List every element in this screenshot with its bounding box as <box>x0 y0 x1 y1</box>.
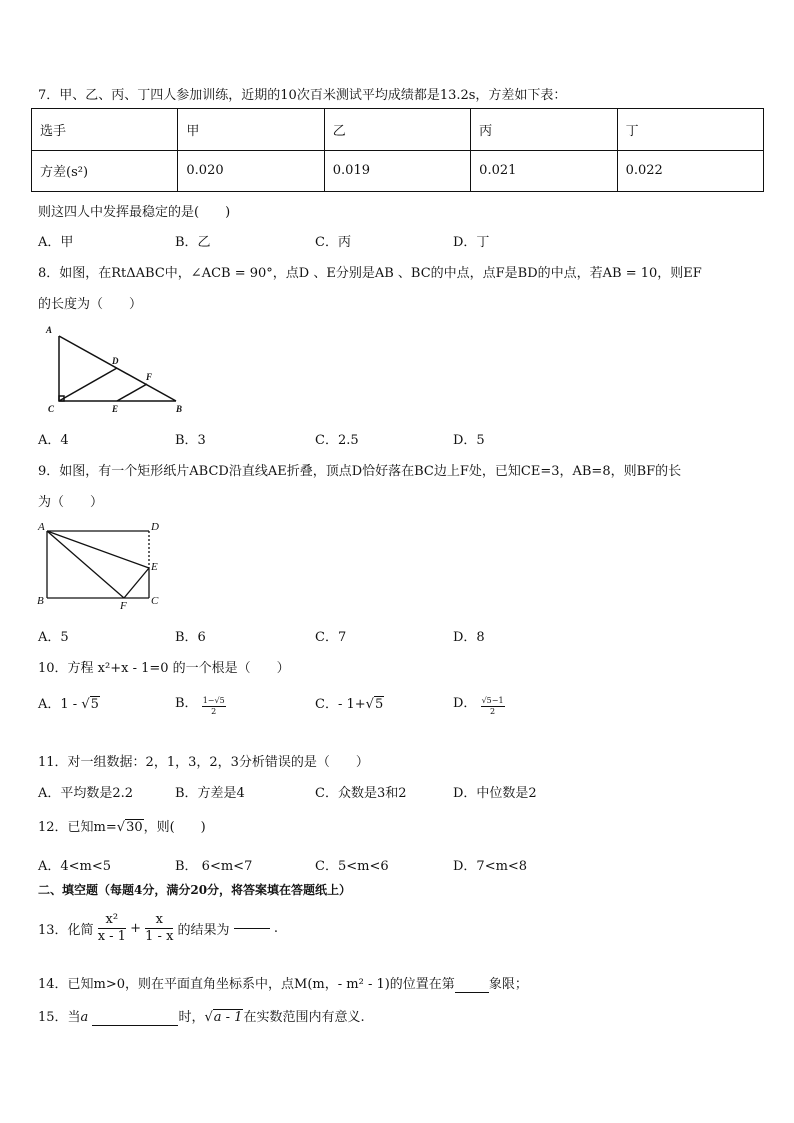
fraction-numerator: √5−1 <box>481 696 504 705</box>
fraction-denominator: 2 <box>211 707 217 716</box>
q13-line <box>38 912 278 945</box>
table-cell: 0.022 <box>617 150 763 192</box>
q10-option-b-fraction <box>202 696 226 717</box>
fraction-numerator: 1−√5 <box>202 696 225 705</box>
q14-suffix: 象限； <box>488 977 528 992</box>
q11-option-a[interactable]: A．平均数是2.2 <box>38 786 134 801</box>
q15-suffix: 在实数范围内有意义. <box>243 1010 365 1025</box>
plus-sign: + <box>130 921 141 936</box>
answer-blank[interactable] <box>234 928 270 929</box>
q11-option-d[interactable]: D．中位数是2 <box>453 786 537 801</box>
q8-option-a[interactable]: A．4 <box>38 433 69 448</box>
q11-option-b[interactable]: B．方差是4 <box>175 786 245 801</box>
q10-option-a-prefix: A．1 - <box>38 697 82 712</box>
q15-prefix: 15．当 <box>38 1010 81 1025</box>
section-title: 二、填空题（每题4分，满分20分，将答案填在答题纸上） <box>38 883 352 897</box>
q15-var: a <box>80 1010 89 1025</box>
q10-option-d[interactable] <box>453 690 505 717</box>
q12-text: 12．已知m=√30，则( ) <box>38 820 206 835</box>
q13-end: . <box>273 921 278 936</box>
label-b: B <box>37 595 44 607</box>
q8-text-line2: 的长度为（ ） <box>38 297 143 312</box>
q9-option-c[interactable]: C．7 <box>315 630 347 645</box>
label-a: A <box>46 325 53 335</box>
q11-text: 11．对一组数据：2，1，3，2，3分析错误的是（ ） <box>38 755 369 770</box>
q13-fraction-2 <box>145 912 173 945</box>
table-header-cell: 选手 <box>32 109 178 151</box>
q8-option-b[interactable]: B．3 <box>175 433 206 448</box>
q15-radicand: a - 1 <box>213 1010 243 1025</box>
table-cell: 0.019 <box>324 150 470 192</box>
label-c: C <box>48 404 55 414</box>
q10-option-c-radicand: 5 <box>374 697 384 712</box>
variance-table <box>31 108 764 192</box>
q10-text: 10．方程 x²+x - 1=0 的一个根是（ ） <box>38 661 290 676</box>
table-row <box>32 109 764 151</box>
q10-option-a[interactable]: A．1 - √5 <box>38 697 99 712</box>
fraction-numerator: x <box>145 912 173 929</box>
q9-option-a[interactable]: A．5 <box>38 630 69 645</box>
q7-option-d[interactable]: D．丁 <box>453 235 490 250</box>
q14-prefix: 14．已知m>0，则在平面直角坐标系中，点M(m，- m² - 1)的位置在第 <box>38 977 455 992</box>
q10-option-d-fraction <box>481 696 505 717</box>
q12-radicand: 30 <box>126 820 143 835</box>
table-header-cell: 甲 <box>178 109 324 151</box>
label-f: F <box>146 372 153 382</box>
label-d: D <box>112 356 119 366</box>
q8-text-line1: 8．如图，在RtΔABC中，∠ACB = 90°，点D 、E分别是AB 、BC的中点，点F是BD的中点，若AB = 10，则EF <box>38 266 702 281</box>
q14-line <box>38 973 528 993</box>
q8-option-c[interactable]: C．2.5 <box>315 433 359 448</box>
q15-mid: 时， <box>178 1010 205 1025</box>
table-cell: 0.021 <box>471 150 617 192</box>
label-b: B <box>176 404 183 414</box>
segment-ef <box>117 384 147 401</box>
answer-blank[interactable] <box>455 977 489 993</box>
q13-prefix: 13．化简 <box>38 923 94 938</box>
table-row <box>32 150 764 192</box>
q7-question: 则这四人中发挥最稳定的是( ) <box>38 205 231 220</box>
fraction-denominator: 1 - x <box>145 929 174 944</box>
q9-text-line2: 为（ ） <box>38 495 104 510</box>
q7-option-c[interactable]: C．丙 <box>315 235 351 250</box>
q12-text-prefix: 12．已知m= <box>38 820 117 835</box>
q10-option-a-radicand: 5 <box>90 697 99 712</box>
q7-option-b[interactable]: B．乙 <box>175 235 211 250</box>
q15-line: 15．当a 时，√a - 1在实数范围内有意义. <box>38 1010 365 1025</box>
q11-option-c[interactable]: C．众数是3和2 <box>315 786 407 801</box>
answer-blank[interactable] <box>92 1010 178 1026</box>
q7-text: 7．甲、乙、丙、丁四人参加训练，近期的10次百米测试平均成绩都是13.2s，方差如下表： <box>38 88 567 103</box>
q10-option-b[interactable] <box>175 690 226 717</box>
table-header-cell: 乙 <box>324 109 470 151</box>
q10-option-d-prefix: D． <box>453 696 477 711</box>
q13-suffix: 的结果为 <box>177 923 230 938</box>
q10-option-b-prefix: B． <box>175 696 198 711</box>
table-header-cell: 丁 <box>617 109 763 151</box>
label-e: E <box>151 561 158 573</box>
q12-option-a[interactable]: A．4<m<5 <box>38 859 112 874</box>
segment-af <box>47 531 124 598</box>
fraction-numerator: x² <box>98 912 126 929</box>
q10-option-c[interactable]: C．- 1+√5 <box>315 697 384 712</box>
fraction-denominator: x - 1 <box>97 929 126 944</box>
label-a: A <box>38 521 45 533</box>
label-d: D <box>151 521 159 533</box>
label-e: E <box>112 404 119 414</box>
q12-option-d[interactable]: D．7<m<8 <box>453 859 528 874</box>
q10-option-c-prefix: C．- 1+ <box>315 697 366 712</box>
table-header-cell: 丙 <box>471 109 617 151</box>
segment-cd <box>59 368 117 401</box>
q12-text-suffix: ，则( ) <box>143 820 206 835</box>
segment-fe <box>124 568 149 598</box>
fraction-denominator: 2 <box>490 707 496 716</box>
segment-ae <box>47 531 149 568</box>
q13-fraction-1 <box>98 912 126 945</box>
q9-text-line1: 9．如图，有一个矩形纸片ABCD沿直线AE折叠，顶点D恰好落在BC边上F处，已知CE=3，AB=8，则BF的长 <box>38 464 682 479</box>
table-cell: 0.020 <box>178 150 324 192</box>
q12-option-c[interactable]: C．5<m<6 <box>315 859 389 874</box>
q12-option-b[interactable]: B． 6<m<7 <box>175 859 253 874</box>
right-angle-mark <box>59 396 64 401</box>
q8-triangle-figure <box>40 325 190 415</box>
q9-option-b[interactable]: B．6 <box>175 630 206 645</box>
table-row-label: 方差(s²) <box>32 150 178 192</box>
q9-option-d[interactable]: D．8 <box>453 630 485 645</box>
label-c: C <box>151 595 159 607</box>
q8-option-d[interactable]: D．5 <box>453 433 485 448</box>
q7-option-a[interactable]: A．甲 <box>38 235 74 250</box>
q9-rectangle-figure <box>30 518 170 613</box>
label-f: F <box>120 600 127 612</box>
